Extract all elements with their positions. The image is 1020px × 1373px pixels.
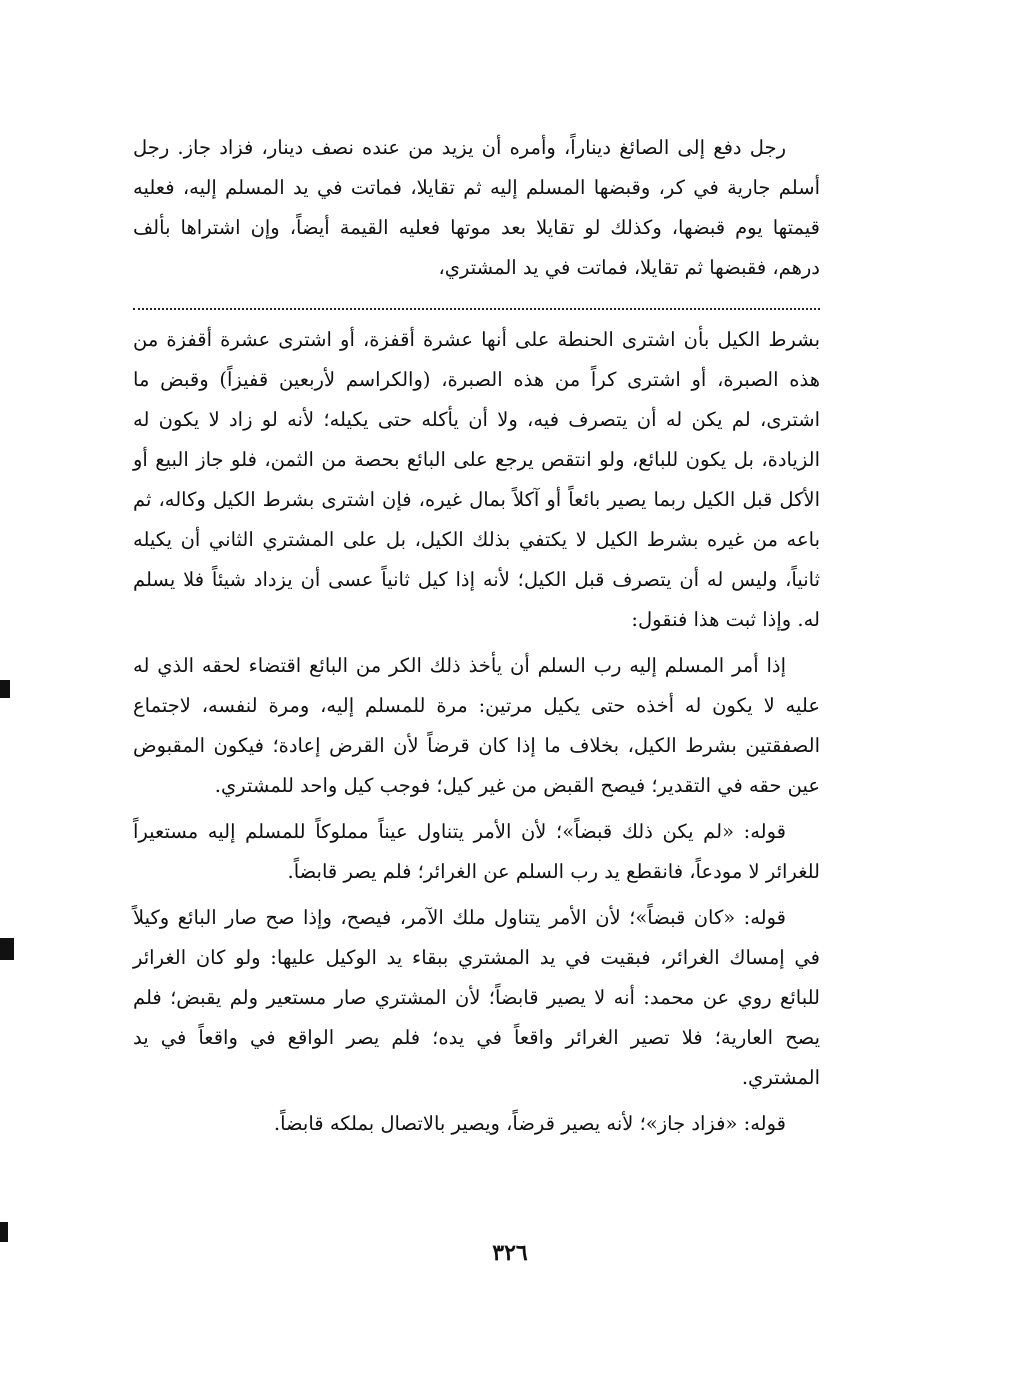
- scan-mark: [0, 680, 10, 698]
- paragraph-2: بشرط الكيل بأن اشترى الحنطة على أنها عشرة أقفزة، أو اشترى عشرة أقفزة من هذه الصبرة، أو اشترى كراً من هذه الصبرة، (والكراسم لأربعين قفيزاً) وقبض ما اشترى، لم يكن له أن يتصرف فيه، ولا أن يأكله حتى يكيله؛ لأنه لو زاد لا يكون له الزيادة، بل يكون للبائع، ولو انتقص يرجع على البائع بحصة من الثمن، فلو جاز البيع أو الأكل قبل الكيل ربما يصير بائعاً أو آكلاً بمال غيره، فإن اشترى بشرط الكيل وكاله، ثم باعه من غيره بشرط الكيل لا يكتفي بذلك الكيل، بل على المشتري الثاني أن يكيله ثانياً، وليس له أن يتصرف قبل الكيل؛ لأنه إذا كيل ثانياً عسى أن يزداد شيئاً فلا يسلم له. وإذا ثبت هذا فنقول:: [133, 328, 820, 631]
- page-number: ٣٢٦: [492, 1240, 528, 1266]
- paragraph-5: قوله: «كان قبضاً»؛ لأن الأمر يتناول ملك الآمر، فيصح، وإذا صح صار البائع وكيلاً في إمساك الغرائر، فبقيت في يد المشتري ببقاء يد الوكيل عليها: ولو كان الغرائر للبائع روي عن محمد: أنه لا يصير قابضاً؛ لأن المشتري صار مستعير ولم يقبض؛ فلم يصح العارية؛ فلا تصير الغرائر واقعاً في يده؛ فلم يصر الواقع في واقعاً في يد المشتري.: [133, 906, 820, 1089]
- scan-mark: [0, 1222, 8, 1242]
- paragraph-6: قوله: «فزاد جاز»؛ لأنه يصير قرضاً، ويصير بالاتصال بملكه قابضاً.: [273, 1112, 786, 1135]
- paragraph-1: رجل دفع إلى الصائغ ديناراً، وأمره أن يزيد من عنده نصف دينار، فزاد جاز. رجل أسلم جارية في كر، وقبضها المسلم إليه ثم تقايلا، فماتت في يد المسلم إليه، فعليه قيمتها يوم قبضها، وكذلك لو تقايلا بعد موتها فعليه القيمة أيضاً، وإن اشتراها بألف درهم، فقبضها ثم تقايلا، فماتت في يد المشتري،: [133, 136, 820, 279]
- scan-mark: [0, 938, 14, 960]
- paragraph-4: قوله: «لم يكن ذلك قبضاً»؛ لأن الأمر يتناول عيناً مملوكاً للمسلم إليه مستعيراً للغرائر لا مودعاً، فانقطع يد رب السلم عن الغرائر؛ فلم يصر قابضاً.: [133, 820, 820, 883]
- page-body: [133, 128, 820, 1144]
- paragraph-3: إذا أمر المسلم إليه رب السلم أن يأخذ ذلك الكر من البائع اقتضاء لحقه الذي له عليه لا يكون له أخذه حتى يكيل مرتين: مرة للمسلم إليه، ومرة لنفسه، لاجتماع الصفقتين بشرط الكيل، بخلاف ما إذا كان قرضاً لأن القرض إعادة؛ فيكون المقبوض عين حقه في التقدير؛ فيصح القبض من غير كيل؛ فوجب كيل واحد للمشتري.: [133, 654, 820, 797]
- dotted-separator: [133, 294, 820, 310]
